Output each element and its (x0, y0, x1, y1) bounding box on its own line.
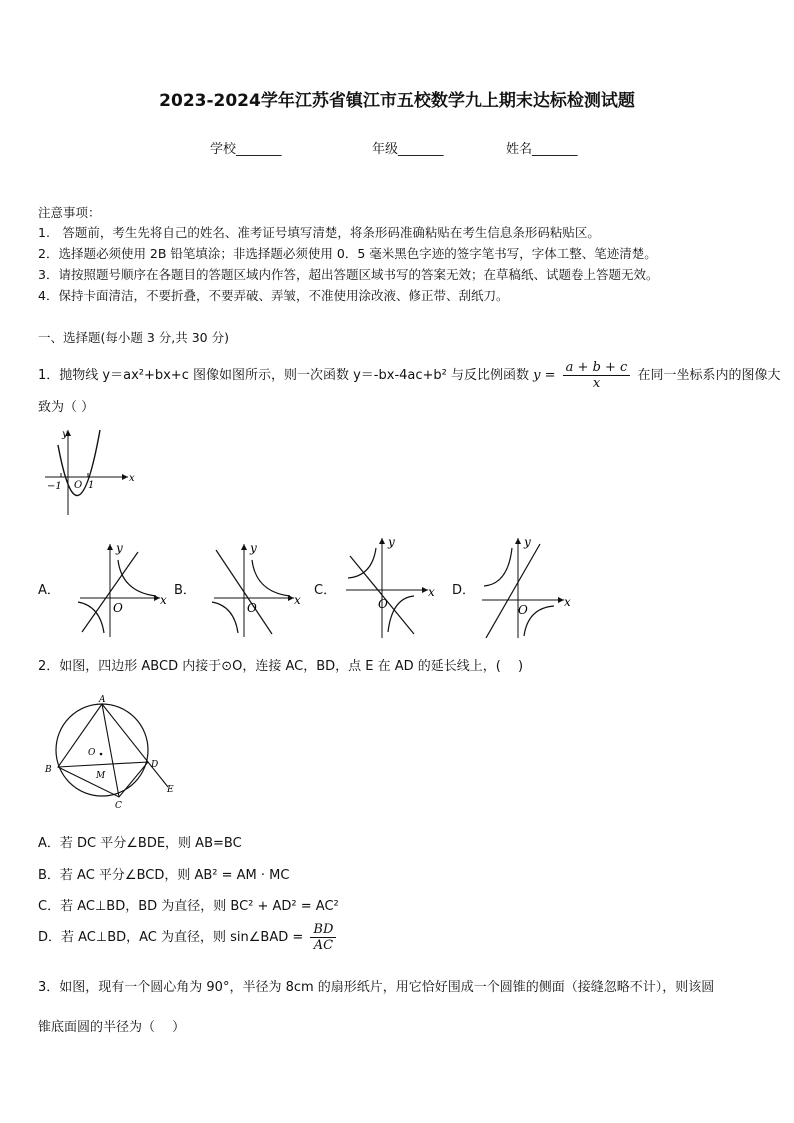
q2-option-d (38, 922, 339, 953)
q1-stem-line1 (38, 360, 781, 391)
q2-option-b: B．若 AC 平分∠BCD，则 AB² = AM · MC (38, 868, 290, 883)
q1-option-c-graph (342, 534, 440, 642)
q1-parabola-figure (40, 425, 140, 520)
note-item-1: 1. 答题前，考生先将自己的姓名、准考证号填写清楚，将条形码准确粘贴在考生信息条形码粘贴区。 (38, 225, 600, 240)
hyperbola-branch-2 (524, 606, 554, 636)
y-label: y (250, 541, 257, 555)
y-arrow (515, 538, 521, 544)
y-label: y (388, 535, 395, 549)
name-field: 姓名_______ (506, 142, 578, 157)
q1-text-b: 在同一坐标系内的图像大 (637, 368, 781, 383)
q2-d-frac-num: BD (310, 922, 336, 938)
q1-frac-num: a + b + c (563, 360, 631, 376)
notes-heading: 注意事项： (38, 205, 101, 220)
y-arrow (379, 538, 385, 544)
label-e: E (167, 785, 174, 795)
q3-stem-line2: 锥底面圆的半径为（ ） (38, 1020, 186, 1035)
section-heading: 一、选择题(每小题 3 分,共 30 分) (38, 330, 229, 345)
q1-option-a-graph (72, 540, 170, 640)
q2-option-d-text: D．若 AC⊥BD，AC 为直径，则 sin∠BAD = (38, 930, 304, 945)
y-label: y (62, 429, 68, 440)
q1-option-b-label: B． (174, 583, 196, 598)
y-arrow (107, 544, 113, 550)
hyperbola-branch-1 (118, 560, 156, 596)
grade-field: 年级_______ (372, 142, 444, 157)
hyperbola-branch-1 (484, 548, 512, 586)
q1-option-b-graph (206, 540, 304, 640)
one-label: 1 (88, 480, 95, 491)
label-m: M (96, 771, 106, 781)
q2-option-a: A．若 DC 平分∠BDE，则 AB=BC (38, 836, 242, 851)
q1-option-d-graph (478, 534, 576, 642)
q2-option-c: C．若 AC⊥BD，BD 为直径，则 BC² + AD² = AC² (38, 899, 339, 914)
minus1-label: −1 (47, 481, 62, 492)
hyperbola-branch-2 (388, 596, 414, 632)
hyperbola-branch-1 (348, 548, 376, 578)
x-label: x (564, 595, 571, 609)
hyperbola-branch-2 (212, 602, 238, 633)
q1-option-a-label: A． (38, 583, 60, 598)
q1-y-eq: y = (533, 368, 556, 383)
x-label: x (294, 593, 301, 607)
q2-stem: 2．如图，四边形 ABCD 内接于⊙O，连接 AC，BD，点 E 在 AD 的延长线上，( ) (38, 659, 524, 674)
label-b: B (45, 765, 52, 775)
note-item-4: 4．保持卡面清洁，不要折叠，不要弄破、弄皱，不准使用涂改液、修正带、刮纸刀。 (38, 288, 509, 303)
label-d: D (151, 760, 159, 770)
q1-text-a: 1．抛物线 y＝ax²+bx+c 图像如图所示，则一次函数 y＝-bx-4ac+b² 与反比例函数 (38, 368, 530, 383)
origin-label: O (74, 480, 83, 491)
diagonal-bd (58, 762, 148, 767)
label-a: A (99, 695, 106, 705)
q3-stem-line1: 3．如图，现有一个圆心角为 90°，半径为 8cm 的扇形纸片，用它恰好围成一个圆锥的侧面（接缝忽略不计），则该圆 (38, 980, 715, 995)
q1-option-c-label: C． (314, 583, 337, 598)
origin-label: O (113, 601, 123, 615)
center-dot (100, 753, 103, 756)
exam-title: 2023-2024学年江苏省镇江市五校数学九上期末达标检测试题 (159, 91, 635, 111)
q2-d-frac-den: AC (313, 938, 334, 953)
q1-fraction (563, 360, 631, 391)
x-arrow (122, 474, 128, 480)
linear-line (486, 544, 540, 638)
hyperbola-branch-1 (252, 560, 290, 596)
q1-frac-den: x (592, 376, 601, 391)
q2-circle-figure (40, 690, 180, 815)
y-label: y (524, 535, 531, 549)
y-label: y (116, 541, 123, 555)
label-c: C (115, 801, 122, 811)
q1-option-d-label: D． (452, 583, 476, 598)
note-item-2: 2．选择题必须使用 2B 铅笔填涂；非选择题必须使用 0．5 毫米黑色字迹的签字笔书写，字体工整、笔迹清楚。 (38, 246, 657, 261)
q1-stem-line2: 致为（ ） (38, 400, 95, 415)
diagonal-ac (102, 704, 119, 797)
note-item-3: 3．请按照题号顺序在各题目的答题区域内作答，超出答题区域书写的答案无效；在草稿纸、试题卷上答题无效。 (38, 267, 659, 282)
school-field: 学校_______ (210, 142, 282, 157)
origin-label: O (378, 597, 388, 611)
label-o: O (88, 748, 96, 758)
origin-label: O (518, 603, 528, 617)
q2-option-d-fraction (310, 922, 336, 953)
x-label: x (160, 593, 167, 607)
x-label: x (129, 473, 135, 484)
x-label: x (428, 585, 435, 599)
origin-label: O (247, 601, 257, 615)
y-arrow (241, 544, 247, 550)
